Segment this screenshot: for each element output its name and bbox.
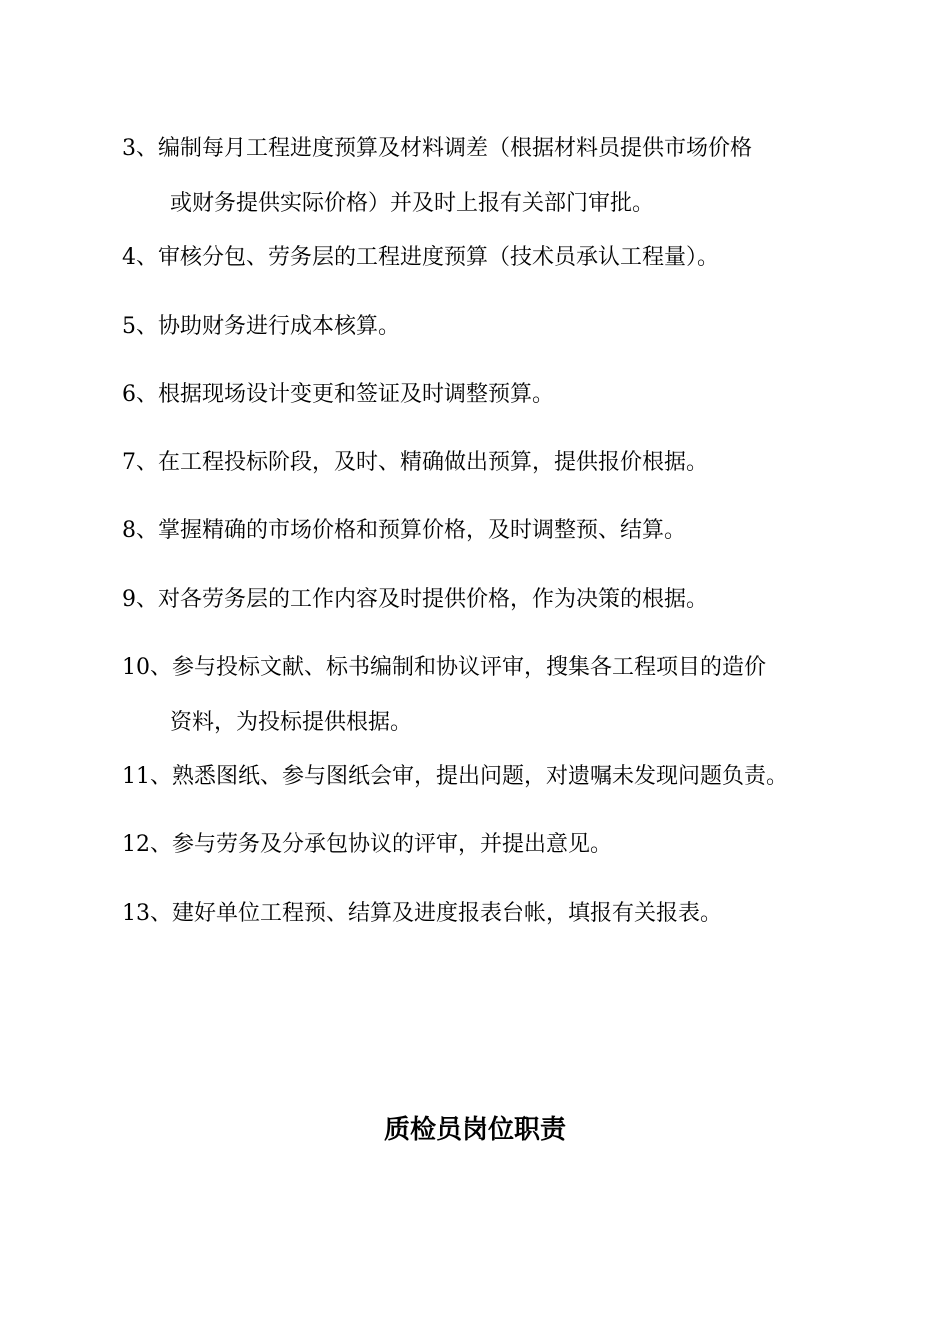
duty-item-6: 6、根据现场设计变更和签证及时调整预算。 (122, 382, 554, 407)
duty-item-11: 11、熟悉图纸、参与图纸会审，提出问题，对遗嘱未发现问题负责。 (122, 764, 788, 789)
duty-item-4: 4、审核分包、劳务层的工程进度预算（技术员承认工程量）。 (122, 245, 719, 270)
duty-item-10-continuation: 资料，为投标提供根据。 (170, 710, 413, 735)
duty-item-13: 13、建好单位工程预、结算及进度报表台帐，填报有关报表。 (122, 901, 722, 926)
duty-item-5: 5、协助财务进行成本核算。 (122, 314, 400, 339)
duty-item-9: 9、对各劳务层的工作内容及时提供价格，作为决策的根据。 (122, 587, 708, 612)
section-heading: 质检员岗位职责 (383, 1115, 566, 1145)
duty-item-3: 3、编制每月工程进度预算及材料调差（根据材料员提供市场价格 (122, 136, 752, 161)
duty-item-12: 12、参与劳务及分承包协议的评审，并提出意见。 (122, 832, 612, 857)
duty-item-3-continuation: 或财务提供实际价格）并及时上报有关部门审批。 (170, 191, 655, 216)
duty-item-7: 7、在工程投标阶段，及时、精确做出预算，提供报价根据。 (122, 450, 708, 475)
duty-item-8: 8、掌握精确的市场价格和预算价格，及时调整预、结算。 (122, 518, 686, 543)
duty-item-10: 10、参与投标文献、标书编制和协议评审，搜集各工程项目的造价 (122, 655, 766, 680)
